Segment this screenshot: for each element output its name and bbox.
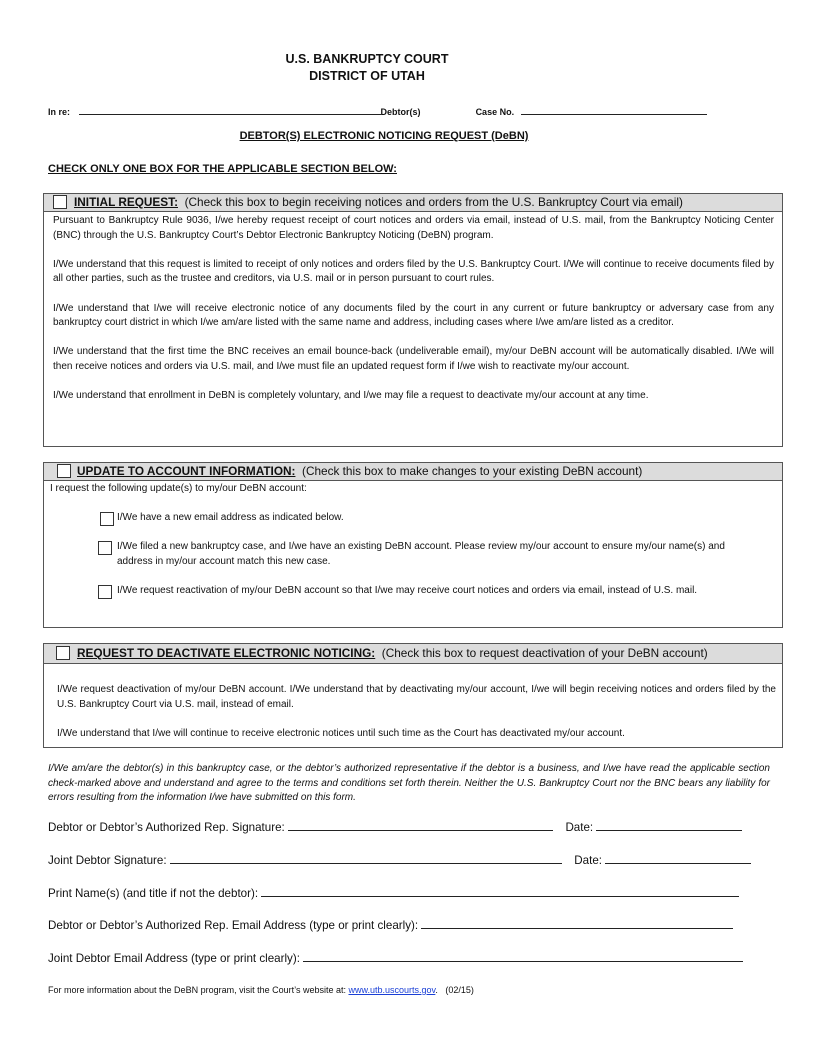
debtor-signature-row — [48, 820, 742, 834]
deactivate-header — [44, 644, 782, 664]
instruction-text: CHECK ONLY ONE BOX FOR THE APPLICABLE SECTION BELOW: — [48, 163, 397, 175]
print-name-field[interactable] — [261, 886, 739, 897]
date-label: Date: — [574, 854, 603, 867]
update-account-header — [44, 463, 782, 481]
debtor-label: Debtor(s) — [380, 107, 421, 117]
initial-request-body — [53, 214, 774, 418]
update-account-hint: (Check this box to make changes to your existing DeBN account) — [302, 464, 643, 478]
initial-request-header — [44, 194, 782, 212]
certification-text: I/We am/are the debtor(s) in this bankruptcy case, or the debtor’s authorized representative if the debtor is a business, and I/we have read the applicable section check-marked above and understand and agree to the terms and conditions set forth therein. Neither the U.S. Bankruptcy Court nor the BNC bears any liability for errors resulting from the information I/we have submitted on this form. — [48, 763, 770, 804]
court-district: DISTRICT OF UTAH — [309, 69, 425, 83]
debtor-signature-label: Debtor or Debtor’s Authorized Rep. Signature: — [48, 821, 285, 834]
initial-request-section — [43, 193, 783, 447]
deactivate-paragraph: I/We understand that I/we will continue to receive electronic notices until such time as the Court has deactivated my/our account. — [57, 727, 625, 739]
initial-request-hint: (Check this box to begin receiving notices and orders from the U.S. Bankruptcy Court via email) — [184, 195, 683, 209]
form-revision: (02/15) — [445, 985, 474, 995]
debtor-date-field[interactable] — [596, 820, 742, 831]
date-label: Date: — [565, 821, 594, 834]
in-re-label: In re: — [48, 107, 71, 117]
new-email-option: I/We have a new email address as indicated below. — [117, 512, 344, 523]
reactivation-checkbox[interactable] — [98, 585, 112, 599]
deactivate-paragraph: I/We request deactivation of my/our DeBN account. I/We understand that by deactivating my/our account, I/we will begin receiving notices and orders filed by the U.S. Bankruptcy Court via U.S. mail, instead of email. — [57, 684, 776, 710]
footer-period: . — [435, 985, 438, 995]
footer-text: For more information about the DeBN program, visit the Court’s website at: — [48, 985, 346, 995]
initial-request-paragraph: I/We understand that I/we will receive electronic notice of any documents filed by the court in any current or future bankruptcy or adversary case from any bankruptcy court district in which I/we am/are listed with the same name and address, including cases where I/we am/are listed as a creditor. — [53, 302, 774, 329]
joint-signature-row — [48, 853, 751, 867]
debtor-email-row — [48, 918, 733, 932]
deactivate-section — [43, 643, 783, 748]
print-name-row — [48, 886, 739, 900]
deactivate-body — [57, 683, 776, 756]
initial-request-paragraph: I/We understand that the first time the BNC receives an email bounce-back (undeliverable email), my/our DeBN account will be automatically disabled. I/We will then receive notices and orders via U.S. mail, and I/we must file an updated request form if I/we wish to reactivate my/our account. — [53, 346, 774, 372]
debtor-email-label: Debtor or Debtor’s Authorized Rep. Email Address (type or print clearly): — [48, 919, 419, 932]
form-title: DEBTOR(S) ELECTRONIC NOTICING REQUEST (DeBN) — [239, 130, 529, 142]
case-info-row — [48, 104, 707, 117]
case-number-field[interactable] — [521, 104, 707, 115]
case-no-label: Case No. — [475, 107, 515, 117]
debtor-signature-field[interactable] — [288, 820, 553, 831]
update-account-section — [43, 462, 783, 628]
initial-request-checkbox[interactable] — [53, 195, 67, 209]
new-case-option: I/We filed a new bankruptcy case, and I/we have an existing DeBN account. Please review my/our account to ensure my/our name(s) and address in my/our account match this new case. — [117, 541, 725, 567]
initial-request-paragraph: Pursuant to Bankruptcy Rule 9036, I/we hereby request receipt of court notices and orders via email, instead of U.S. mail, from the Bankruptcy Noticing Center (BNC) through the U.S. Bankruptcy Court’s Debtor Electronic Bankruptcy Noticing (DeBN) program. — [53, 215, 774, 241]
print-name-label: Print Name(s) (and title if not the debtor): — [48, 887, 259, 900]
update-account-intro: I request the following update(s) to my/our DeBN account: — [50, 483, 307, 494]
deactivate-hint: (Check this box to request deactivation of your DeBN account) — [381, 646, 708, 660]
initial-request-title: INITIAL REQUEST: — [74, 195, 178, 209]
joint-date-field[interactable] — [605, 853, 751, 864]
new-case-checkbox[interactable] — [98, 541, 112, 555]
joint-signature-field[interactable] — [170, 853, 562, 864]
joint-email-row — [48, 951, 743, 965]
update-account-checkbox[interactable] — [57, 464, 71, 478]
debtor-name-field[interactable] — [79, 104, 381, 115]
new-email-checkbox[interactable] — [100, 512, 114, 526]
deactivate-checkbox[interactable] — [56, 646, 70, 660]
update-account-title: UPDATE TO ACCOUNT INFORMATION: — [77, 464, 296, 478]
joint-email-label: Joint Debtor Email Address (type or print clearly): — [48, 952, 300, 965]
initial-request-paragraph: I/We understand that enrollment in DeBN is completely voluntary, and I/we may file a request to deactivate my/our account at any time. — [53, 390, 649, 402]
deactivate-title: REQUEST TO DEACTIVATE ELECTRONIC NOTICING: — [77, 646, 376, 660]
footer — [48, 985, 474, 995]
reactivation-option: I/We request reactivation of my/our DeBN account so that I/we may receive court notices and orders via email, instead of U.S. mail. — [117, 585, 698, 596]
court-website-link[interactable]: www.utb.uscourts.gov — [348, 985, 436, 995]
joint-signature-label: Joint Debtor Signature: — [48, 854, 167, 867]
debtor-email-field[interactable] — [421, 918, 733, 929]
court-name: U.S. BANKRUPTCY COURT — [285, 52, 449, 66]
joint-email-field[interactable] — [303, 951, 743, 962]
initial-request-paragraph: I/We understand that this request is limited to receipt of only notices and orders filed by the U.S. Bankruptcy Court. I/We will continue to receive documents filed by all other parties, such as the trustee and creditors, via U.S. mail or in person pursuant to court rules. — [53, 258, 774, 285]
